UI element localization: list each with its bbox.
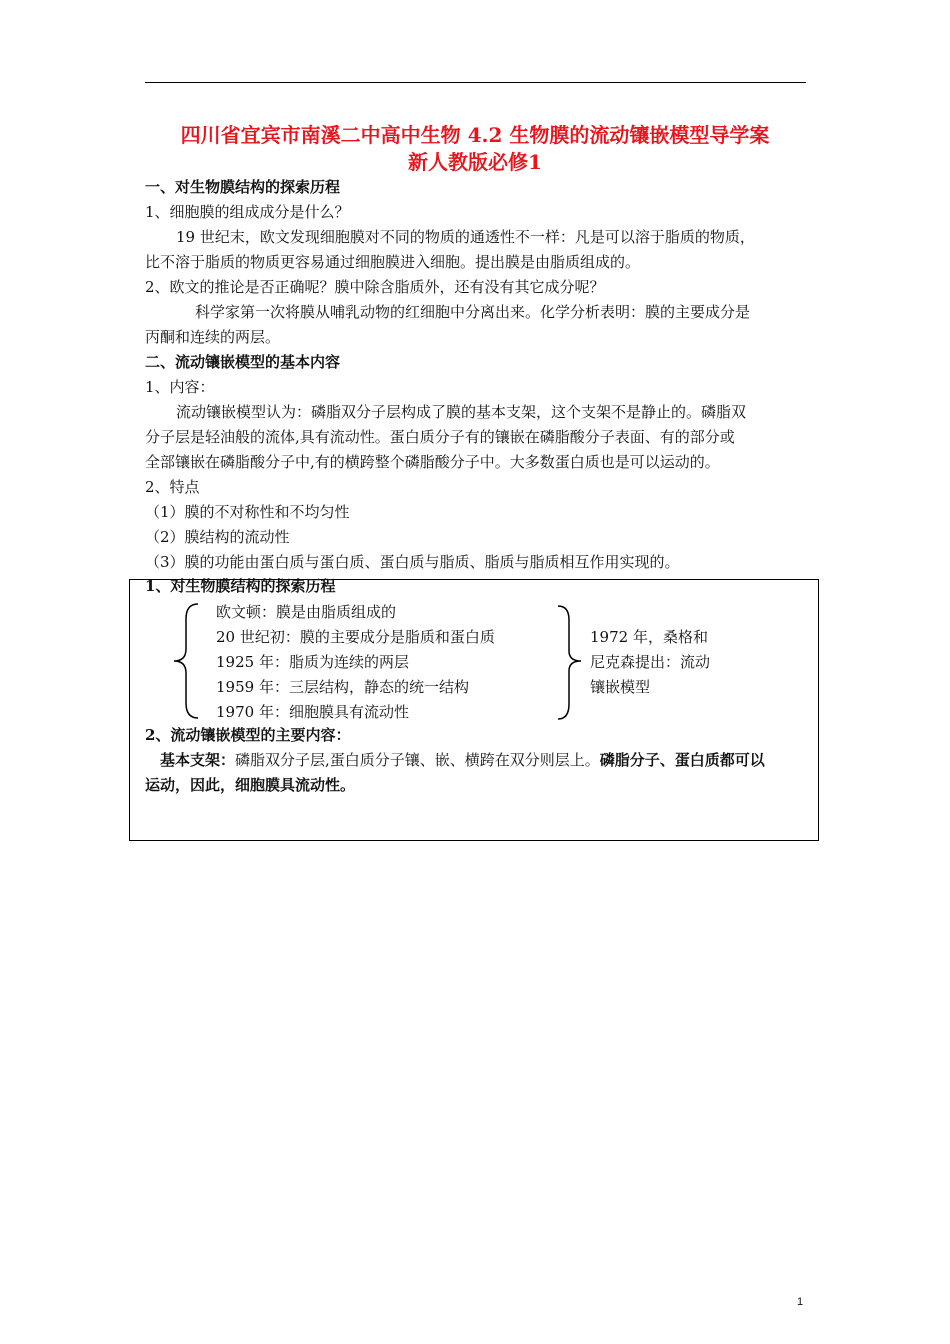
history-item: 1970 年：细胞膜具有流动性	[216, 703, 409, 721]
right-brace	[555, 603, 587, 723]
history-item: 20 世纪初：膜的主要成分是脂质和蛋白质	[216, 628, 495, 646]
feature-3: （3）膜的功能由蛋白质与蛋白质、蛋白质与脂质、脂质与脂质相互作用实现的。	[145, 553, 680, 571]
features-label: 2、特点	[145, 478, 200, 496]
model-paragraph-line1: 流动镶嵌模型认为：磷脂双分子层构成了膜的基本支架，这个支架不是静止的。磷脂双	[176, 403, 747, 421]
page-number: 1	[797, 1296, 804, 1308]
question-1: 1、细胞膜的组成成分是什么？	[145, 203, 350, 221]
basic-scaffold-text: 磷脂双分子层,蛋白质分子镶、嵌、横跨在双分则层上。	[235, 751, 600, 769]
paragraph-1-line2: 比不溶于脂质的物质更容易通过细胞膜进入细胞。提出膜是由脂质组成的。	[145, 253, 641, 271]
paragraph-1-line1: 19 世纪末，欧文发现细胞膜对不同的物质的通透性不一样：凡是可以溶于脂质的物质，	[176, 228, 755, 246]
basic-scaffold-line	[160, 749, 765, 771]
left-brace	[168, 601, 208, 721]
basic-scaffold-label: 基本支架：	[160, 751, 236, 769]
paragraph-2-line1: 科学家第一次将膜从哺乳动物的红细胞中分离出来。化学分析表明：膜的主要成分是	[195, 303, 751, 321]
model-paragraph-line2: 分子层是轻油般的流体,具有流动性。蛋白质分子有的镶嵌在磷脂酸分子表面、有的部分或	[145, 428, 735, 446]
document-title-line2: 新人教版必修1	[408, 150, 542, 174]
content-label: 1、内容：	[145, 378, 215, 396]
mobility-text-2: 运动，因此，细胞膜具流动性。	[145, 776, 356, 794]
header-rule	[145, 82, 806, 83]
result-line: 镶嵌模型	[590, 678, 651, 696]
paragraph-2-line2: 丙酮和连续的两层。	[145, 328, 281, 346]
history-item: 1959 年：三层结构，静态的统一结构	[216, 678, 469, 696]
result-line: 1972 年，桑格和	[590, 628, 708, 646]
box-heading-2: 2、流动镶嵌模型的主要内容：	[145, 726, 351, 744]
history-item: 欧文顿：膜是由脂质组成的	[216, 603, 397, 621]
question-2: 2、欧文的推论是否正确呢？膜中除含脂质外，还有没有其它成分呢？	[145, 278, 605, 296]
feature-2: （2）膜结构的流动性	[145, 528, 290, 546]
feature-1: （1）膜的不对称性和不均匀性	[145, 503, 350, 521]
history-item: 1925 年：脂质为连续的两层	[216, 653, 409, 671]
section2-heading: 二、流动镶嵌模型的基本内容	[145, 353, 341, 371]
model-paragraph-line3: 全部镶嵌在磷脂酸分子中,有的横跨整个磷脂酸分子中。大多数蛋白质也是可以运动的。	[145, 453, 720, 471]
document-title-line1: 四川省宜宾市南溪二中高中生物 4.2 生物膜的流动镶嵌模型导学案	[180, 123, 770, 147]
box-heading-1: 1、对生物膜结构的探索历程	[145, 577, 336, 595]
result-line: 尼克森提出：流动	[590, 653, 711, 671]
section1-heading: 一、对生物膜结构的探索历程	[145, 178, 341, 196]
mobility-text-1: 磷脂分子、蛋白质都可以	[599, 751, 765, 769]
